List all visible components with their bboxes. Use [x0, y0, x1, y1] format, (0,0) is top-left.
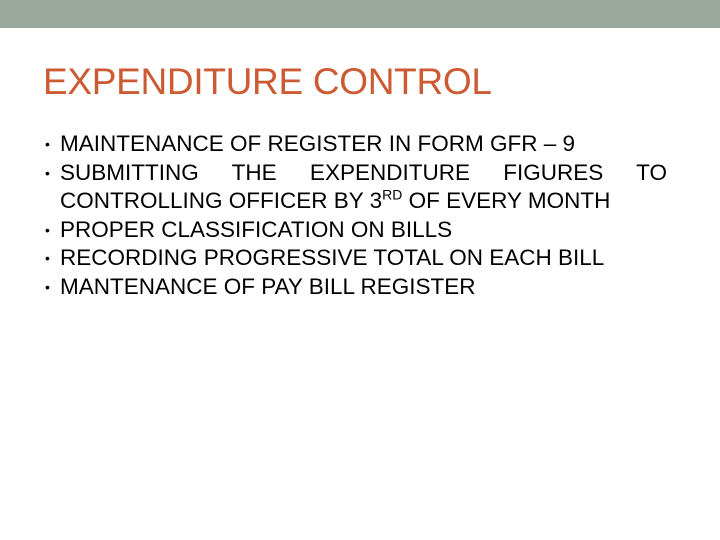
bullet-item-register-gfr: [45, 130, 667, 159]
bullet-item-pay-bill-register: [45, 273, 667, 302]
bullet-text: MANTENANCE OF PAY BILL REGISTER: [60, 273, 476, 299]
bullet-text: MAINTENANCE OF REGISTER IN FORM GFR – 9: [60, 131, 576, 156]
bullet-icon: •: [45, 250, 50, 266]
bullet-icon: •: [45, 221, 50, 238]
slide-title: EXPENDITURE CONTROL: [43, 61, 492, 102]
bullet-item-submitting-figures: [45, 159, 667, 216]
bullet-text: RECORDING PROGRESSIVE TOTAL ON EACH BILL: [60, 245, 605, 270]
bullet-text-continued: OF EVERY MONTH: [402, 188, 611, 213]
ordinal-superscript: RD: [382, 186, 403, 203]
top-accent-bar: [0, 0, 720, 28]
bullet-item-progressive-total: [45, 244, 667, 273]
bullet-text: PROPER CLASSIFICATION ON BILLS: [60, 216, 453, 242]
bullet-item-classification: [45, 216, 667, 245]
bullet-icon: •: [45, 136, 50, 152]
bullet-icon: •: [45, 278, 50, 295]
bullet-text: SUBMITTING THE EXPENDITURE FIGURES TO CONTROLLING OFFICER BY 3: [60, 159, 667, 213]
bullet-list: [45, 130, 667, 301]
bullet-icon: •: [45, 164, 50, 181]
